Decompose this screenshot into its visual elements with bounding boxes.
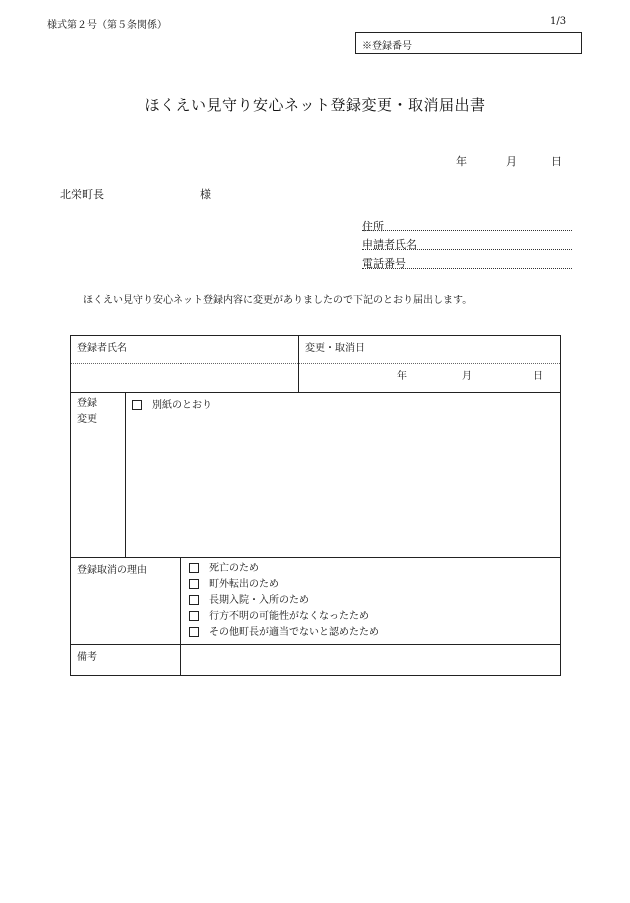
address-field[interactable]	[362, 230, 572, 231]
address-label: 住所	[362, 220, 384, 233]
cancel-reason-checkbox[interactable]	[189, 579, 199, 589]
cancel-reason-option[interactable]	[189, 625, 552, 641]
cancel-reason-text: 行方不明の可能性がなくなったため	[209, 611, 369, 622]
declaration-statement: ほくえい見守り安心ネット登録内容に変更がありましたので下記のとおり届出します。	[83, 295, 473, 306]
cancel-reason-options	[181, 558, 561, 645]
remarks-label: 備考	[77, 652, 97, 663]
registration-change-content[interactable]	[126, 393, 561, 558]
cancel-reason-checkbox[interactable]	[189, 627, 199, 637]
change-option-label: 別紙のとおり	[152, 400, 212, 411]
cancel-reason-label-cell	[71, 558, 181, 645]
cancel-reason-option[interactable]	[189, 609, 552, 625]
cancel-reason-text: その他町長が適当でないと認めたため	[209, 627, 379, 638]
change-date-month: 月	[462, 371, 472, 382]
addressee-name: 北栄町長	[60, 188, 104, 201]
registrant-name-field[interactable]	[71, 364, 299, 393]
cancel-reason-option[interactable]	[189, 561, 552, 577]
registrant-name-label: 登録者氏名	[77, 343, 127, 354]
addressee-honorific: 様	[200, 188, 211, 201]
document-title: ほくえい見守り安心ネット登録変更・取消届出書	[144, 96, 486, 114]
change-date-label: 変更・取消日	[305, 343, 365, 354]
change-date-header	[299, 336, 561, 364]
date-month-label: 月	[506, 155, 517, 168]
registration-change-label-cell	[71, 393, 126, 558]
remarks-field[interactable]	[181, 645, 561, 676]
cancel-reason-option[interactable]	[189, 593, 552, 609]
form-number: 様式第２号（第５条関係）	[47, 20, 167, 31]
cancel-reason-checkbox[interactable]	[189, 563, 199, 573]
cancel-reason-option[interactable]	[189, 577, 552, 593]
registration-number-label: ※登録番号	[362, 41, 412, 52]
change-date-field[interactable]	[299, 364, 561, 393]
cancel-reason-checkbox[interactable]	[189, 595, 199, 605]
registration-change-label-2: 変更	[77, 414, 97, 425]
phone-field[interactable]	[362, 268, 572, 269]
change-date-year: 年	[397, 371, 407, 382]
cancel-reason-label: 登録取消の理由	[77, 565, 147, 576]
applicant-name-field[interactable]	[362, 249, 572, 250]
registration-change-label-1: 登録	[77, 398, 97, 409]
change-date-day: 日	[533, 371, 543, 382]
date-day-label: 日	[551, 155, 562, 168]
date-year-label: 年	[456, 155, 467, 168]
page-number: 1/3	[550, 16, 567, 27]
registration-form-table	[70, 335, 561, 676]
cancel-reason-text: 長期入院・入所のため	[209, 595, 309, 606]
cancel-reason-text: 死亡のため	[209, 563, 259, 574]
change-option-checkbox[interactable]	[132, 400, 142, 410]
applicant-name-label: 申請者氏名	[362, 238, 417, 251]
phone-label: 電話番号	[362, 257, 406, 270]
registrant-name-header	[71, 336, 299, 364]
registration-number-box[interactable]	[355, 32, 582, 54]
cancel-reason-checkbox[interactable]	[189, 611, 199, 621]
cancel-reason-text: 町外転出のため	[209, 579, 279, 590]
remarks-label-cell	[71, 645, 181, 676]
